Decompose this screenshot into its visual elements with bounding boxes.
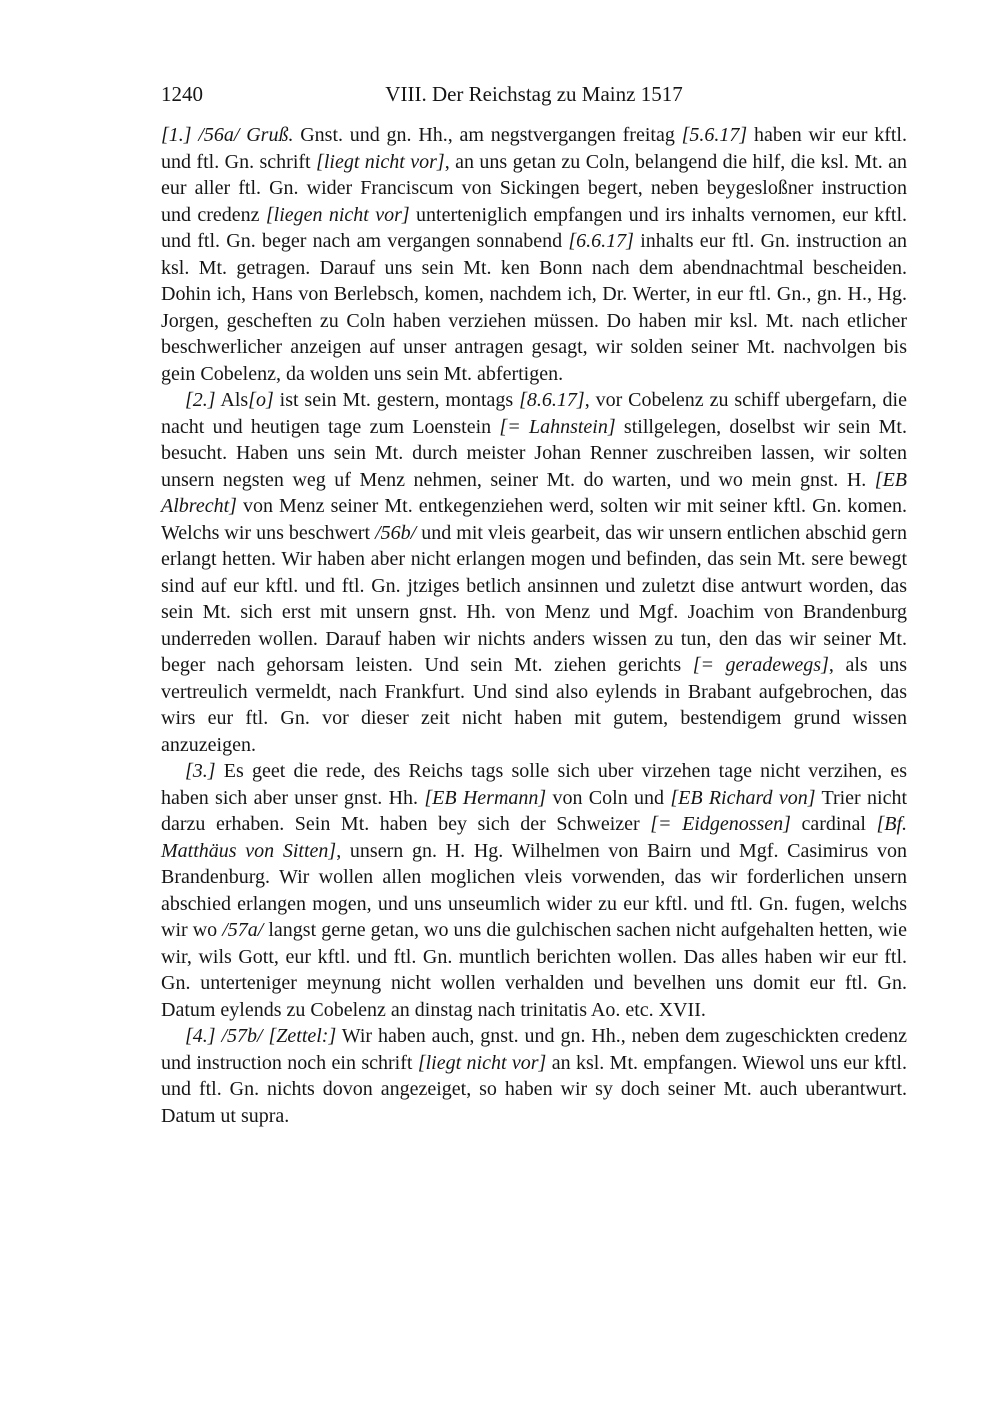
paragraph-1	[161, 122, 907, 387]
paragraph-3	[161, 758, 907, 1023]
text-run: , als uns vertreulich vermeldt, nach Frankfurt. Und sind also eylends in Brabant aufgebrochen, das wirs eur ftl. Gn. vor dieser zeit nicht haben mit gutem, bestendigem grund wissen anzuzeigen.	[161, 654, 907, 756]
text-run: , an uns getan zu Coln, belangend die hilf, die ksl. Mt. an eur aller ftl. Gn. wider Franciscum von Sickingen begert, neben beygesloßner instruction und credenz	[161, 150, 908, 226]
paragraph-2	[161, 387, 907, 758]
text-run: , unsern gn. H. Hg. Wilhelmen von Bairn und Mgf. Casimirus von Brandenburg. Wir wollen allen moglichen vleis vorwenden, das wir forderlichen unsern abschied erlangen mogen, und uns unseumlich wider zu eur kftl. und ftl. Gn. fugen, welchs wir wo	[161, 839, 907, 941]
text-run: Gnst. und gn. Hh., am negstvergangen freitag	[293, 124, 682, 146]
italic-run: [EB Richard von]	[670, 786, 816, 809]
italic-run: [2.]	[185, 389, 216, 411]
text-run: unterteniglich empfangen und irs inhalts vernomen, eur kftl. und ftl. Gn. beger nach am vergangen sonnabend	[161, 203, 907, 252]
italic-run: [4.] /57b/ [Zettel:]	[185, 1025, 337, 1047]
text-run: , vor Cobelenz zu schiff ubergefarn, die nacht und heutigen tage zum Loenstein	[161, 389, 907, 438]
italic-run: [6.6.17]	[568, 230, 634, 252]
text-run: Wir haben auch, gnst. und gn. Hh., neben dem zugeschickten credenz und instruction noch ein schrift	[161, 1025, 908, 1074]
italic-run: /57a/	[222, 919, 264, 941]
text-run: inhalts eur ftl. Gn. instruction an ksl. Mt. getragen. Darauf uns sein Mt. ken Bonn nach dem abendnachtmal bescheiden. Dohin ich, Hans von Berlebsch, komen, nachdem ich, Dr. Werter, in eur ftl. Gn., gn. H., Hg. Jorgen, gescheften zu Coln haben verziehen müssen. Do haben mir ksl. Mt. nach etlicher beschwerlicher anzeigen auf unser antragen gesagt, wir solden seiner Mt. nachvolgen bis gein Cobelenz, da wolden uns sein Mt. abfertigen.	[161, 230, 907, 385]
italic-run: [1.] /56a/ Gruß.	[161, 124, 294, 146]
text-run: haben wir eur kftl. und ftl. Gn. schrift	[161, 124, 907, 173]
page-header	[161, 80, 907, 108]
italic-run: [o]	[248, 389, 274, 411]
text-run: Als	[215, 389, 249, 411]
italic-run: [3.]	[185, 760, 216, 782]
italic-run: [5.6.17]	[681, 124, 748, 146]
italic-run: [liegen nicht vor]	[265, 203, 410, 226]
text-run: langst gerne getan, wo uns die gulchischen sachen nicht aufgehalten hetten, wie wir, wils Gott, eur kftl. und ftl. Gn. muntlich berichten wollen. Das alles haben wir eur ftl. Gn. unterteniger meynung nicht wollen verhalden und bevelhen uns domit eur ftl. Gn. Datum eylends zu Cobelenz an dinstag nach trinitatis Ao. etc. XVII.	[161, 919, 907, 1021]
text-run: von Coln und	[546, 786, 671, 809]
paragraph-4	[161, 1023, 907, 1129]
italic-run: [= Eidgenossen]	[650, 813, 791, 835]
text-run: an ksl. Mt. empfangen. Wiewol uns eur kftl. und ftl. Gn. nichts dovon angezeiget, so haben wir sy doch seiner Mt. auch uberantwurt. Datum ut supra.	[161, 1051, 907, 1127]
text-run: stillgelegen, doselbst wir sein Mt. besucht. Haben uns sein Mt. durch meister Johan Renner zuschreiben lassen, wir solten unsern negsten weg uf Menz nehmen, seiner Mt. do warten, und wo mein gnst. H.	[161, 415, 907, 491]
italic-run: [EB Albrecht]	[161, 468, 907, 517]
italic-run: [= geradewegs]	[692, 654, 829, 676]
italic-run: [8.6.17]	[519, 389, 585, 411]
text-run: und mit vleis gearbeit, das wir unsern entlichen abschid gern erlangt hetten. Wir haben aber nicht erlangen mogen und befinden, das sein Mt. sere bewegt sind auf eur kftl. und ftl. Gn. jtziges betlich ansinnen und zuletzt dise antwurt worden, das sein Mt. sich erst mit unsern gnst. Hh. von Menz und Mgf. Joachim von Brandenburg underreden wollen. Darauf haben wir nichts anders wissen zu tun, den das wir seiner Mt. beger nach gehorsam leisten. Und sein Mt. ziehen gerichts	[161, 521, 908, 676]
italic-run: [EB Hermann]	[424, 786, 547, 809]
italic-run: [liegt nicht vor]	[417, 1051, 547, 1074]
italic-run: /56b/	[375, 521, 417, 544]
text-block	[161, 122, 907, 1129]
running-title: VIII. Der Reichstag zu Mainz 1517	[385, 82, 683, 106]
text-run: ist sein Mt. gestern, montags	[273, 389, 520, 411]
italic-run: [liegt nicht vor]	[316, 150, 445, 173]
page-number: 1240	[161, 82, 203, 106]
italic-run: [= Lahnstein]	[499, 415, 616, 438]
text-run: von Menz seiner Mt. entkegenziehen werd, solten wir mit seiner kftl. Gn. komen. Welchs wir uns beschwert	[161, 495, 907, 544]
text-run: Trier nicht darzu erhaben. Sein Mt. haben bey sich der Schweizer	[161, 786, 908, 835]
text-run: Es geet die rede, des Reichs tags solle sich uber virzehen tage nicht verzihen, es haben sich aber unser gnst. Hh.	[161, 760, 907, 809]
italic-run: [Bf. Matthäus von Sitten]	[161, 813, 908, 862]
text-run: cardinal	[790, 813, 877, 835]
